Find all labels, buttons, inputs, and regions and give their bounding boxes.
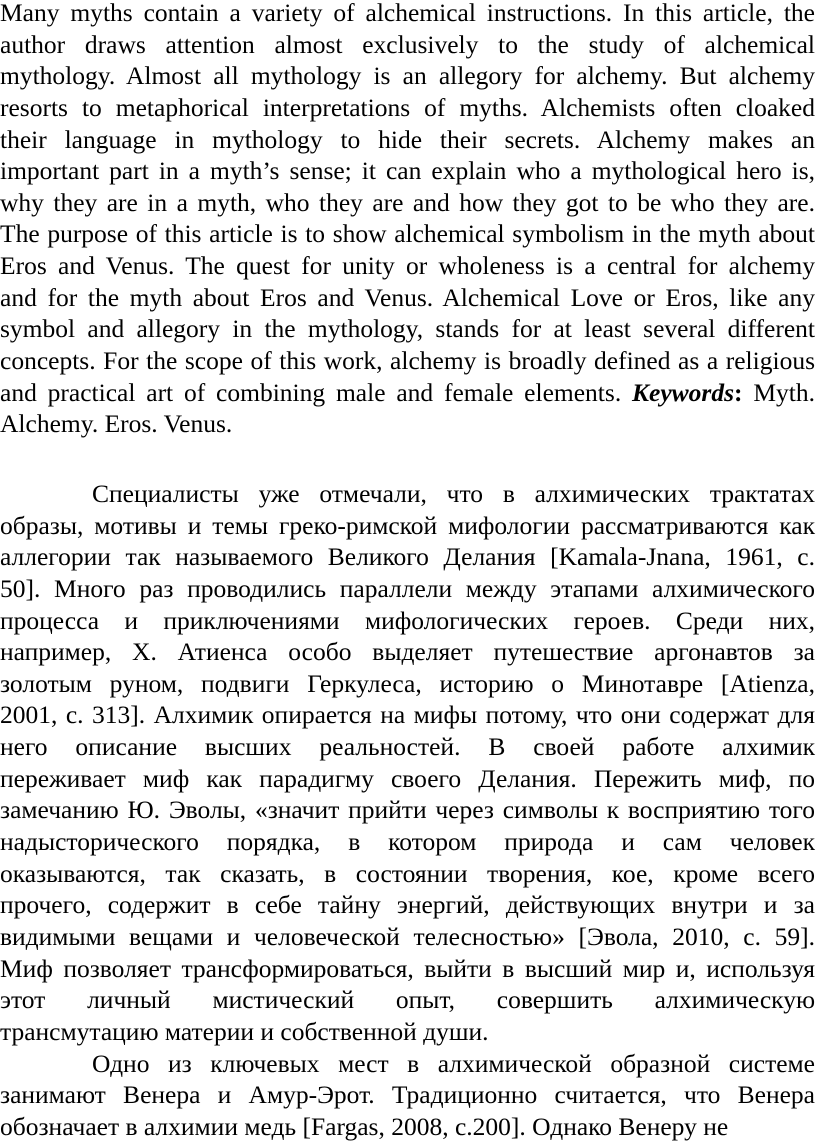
text-line: 2001, с. 313]. Алхимик опирается на мифы потому, что они содержат для bbox=[0, 700, 815, 730]
keywords-colon: : bbox=[734, 377, 743, 407]
text-line: него описание высших реальностей. В своей работе алхимик bbox=[0, 732, 815, 762]
text-line: resorts to metaphorical interpretations of myths. Alchemists often cloaked bbox=[0, 92, 815, 122]
text-line: Eros and Venus. The quest for unity or wholeness is a central for alchemy bbox=[0, 251, 815, 281]
blank-line bbox=[0, 440, 815, 478]
text-line: надысторического порядка, в котором природа и сам человек bbox=[0, 827, 815, 857]
text-line: and practical art of combining male and female elements. bbox=[0, 377, 633, 407]
text-line: образы, мотивы и темы греко-римской мифологии рассматриваются как bbox=[0, 510, 815, 540]
text-line: Одно из ключевых мест в алхимической образной системе bbox=[92, 1048, 815, 1078]
keywords-continued: Alchemy. Eros. Venus. bbox=[0, 409, 233, 439]
text-line: concepts. For the scope of this work, alchemy is broadly defined as a religious bbox=[0, 346, 815, 376]
text-line: Специалисты уже отмечали, что в алхимических трактатах bbox=[92, 478, 815, 508]
text-line: например, Х. Атиенса особо выделяет путешествие аргонавтов за bbox=[0, 637, 815, 667]
text-line: золотым руном, подвиги Геркулеса, историю о Минотавре [Atienza, bbox=[0, 668, 815, 698]
text-line: обозначает в алхимии медь [Fargas, 2008, с.200]. Однако Венеру не bbox=[0, 1111, 729, 1141]
text-line: why they are in a myth, who they are and how they got to be who they are. bbox=[0, 187, 815, 217]
body-paragraph-2 bbox=[0, 1048, 815, 1143]
text-line: Миф позволяет трансформироваться, выйти в высший мир и, используя bbox=[0, 953, 815, 983]
text-line: этот личный мистический опыт, совершить алхимическую bbox=[0, 985, 815, 1015]
text-line: аллегории так называемого Великого Делания [Kamala-Jnana, 1961, с. bbox=[0, 542, 815, 572]
text-line: mythology. Almost all mythology is an allegory for alchemy. But alchemy bbox=[0, 61, 815, 91]
text-line: прочего, содержит в себе тайну энергий, действующих внутри и за bbox=[0, 890, 815, 920]
text-line: 50]. Много раз проводились параллели между этапами алхимического bbox=[0, 573, 815, 603]
keywords-line bbox=[0, 377, 815, 409]
keyword-myth: Myth. bbox=[742, 377, 815, 407]
text-line: The purpose of this article is to show alchemical symbolism in the myth about bbox=[0, 219, 815, 249]
abstract-paragraph bbox=[0, 0, 815, 377]
text-line: оказываются, так сказать, в состоянии творения, кое, кроме всего bbox=[0, 858, 815, 888]
text-line: переживает миф как парадигму своего Делания. Пережить миф, по bbox=[0, 763, 815, 793]
text-line: трансмутацию материи и собственной души. bbox=[0, 1016, 489, 1046]
text-line: symbol and allegory in the mythology, stands for at least several different bbox=[0, 314, 815, 344]
text-line: замечанию Ю. Эволы, «значит прийти через символы к восприятию того bbox=[0, 795, 815, 825]
text-line: their language in mythology to hide their secrets. Alchemy makes an bbox=[0, 124, 815, 154]
text-line: and for the myth about Eros and Venus. Alchemical Love or Eros, like any bbox=[0, 282, 815, 312]
body-paragraph-1 bbox=[0, 478, 815, 1048]
text-line: видимыми вещами и человеческой телесностью» [Эвола, 2010, с. 59]. bbox=[0, 921, 815, 951]
text-line: занимают Венера и Амур-Эрот. Традиционно считается, что Венера bbox=[0, 1080, 815, 1110]
text-line: Many myths contain a variety of alchemical instructions. In this article, the bbox=[0, 0, 815, 27]
text-line: author draws attention almost exclusively to the study of alchemical bbox=[0, 29, 815, 59]
text-line: important part in a myth’s sense; it can explain who a mythological hero is, bbox=[0, 156, 815, 186]
text-line: процесса и приключениями мифологических героев. Среди них, bbox=[0, 605, 815, 635]
keywords-label: Keywords bbox=[632, 377, 735, 407]
